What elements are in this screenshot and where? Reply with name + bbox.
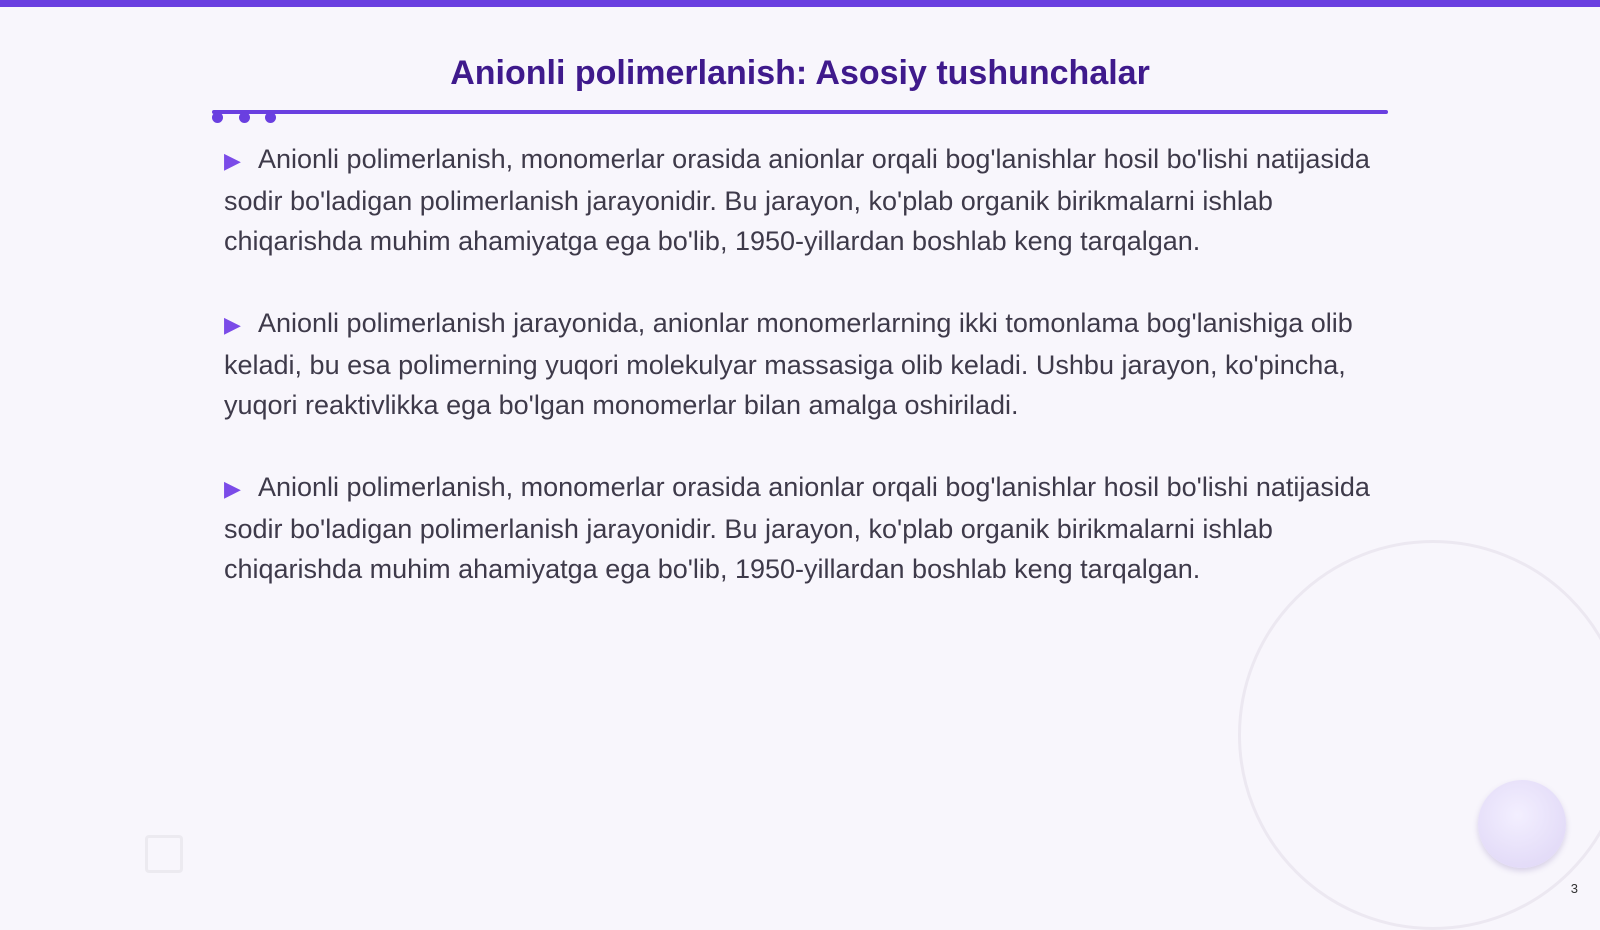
bullet-text: Anionli polimerlanish, monomerlar orasida anionlar orqali bog'lanishlar hosil bo'lishi natijasida sodir bo'ladigan polimerlanish jarayonidir. Bu jarayon, ko'plab organik birikmalarni ishlab chiqarishda muhim ahamiyatga ega bo'lib, 1950-yillardan boshlab keng tarqalgan.	[224, 472, 1370, 584]
play-arrow-icon: ▶	[224, 148, 241, 173]
title-underline	[212, 110, 1388, 114]
bullet-list	[224, 139, 1384, 631]
play-arrow-icon: ▶	[224, 312, 241, 337]
decorative-blob	[1478, 780, 1566, 868]
page-number: 3	[1570, 881, 1578, 896]
decorative-dot	[265, 112, 276, 123]
bullet-item	[224, 303, 1384, 425]
decorative-dot	[239, 112, 250, 123]
decorative-square	[145, 835, 183, 873]
top-accent-bar	[0, 0, 1600, 7]
bullet-item	[224, 467, 1384, 589]
decorative-dot	[212, 112, 223, 123]
bullet-item	[224, 139, 1384, 261]
decorative-circle	[1238, 540, 1600, 930]
slide-title: Anionli polimerlanish: Asosiy tushunchalar	[450, 54, 1150, 92]
bullet-text: Anionli polimerlanish jarayonida, anionlar monomerlarning ikki tomonlama bog'lanishiga olib keladi, bu esa polimerning yuqori molekulyar massasiga olib keladi. Ushbu jarayon, ko'pincha, yuqori reaktivlikka ega bo'lgan monomerlar bilan amalga oshiriladi.	[224, 308, 1353, 420]
play-arrow-icon: ▶	[224, 476, 241, 501]
bullet-text: Anionli polimerlanish, monomerlar orasida anionlar orqali bog'lanishlar hosil bo'lishi natijasida sodir bo'ladigan polimerlanish jarayonidir. Bu jarayon, ko'plab organik birikmalarni ishlab chiqarishda muhim ahamiyatga ega bo'lib, 1950-yillardan boshlab keng tarqalgan.	[224, 144, 1370, 256]
